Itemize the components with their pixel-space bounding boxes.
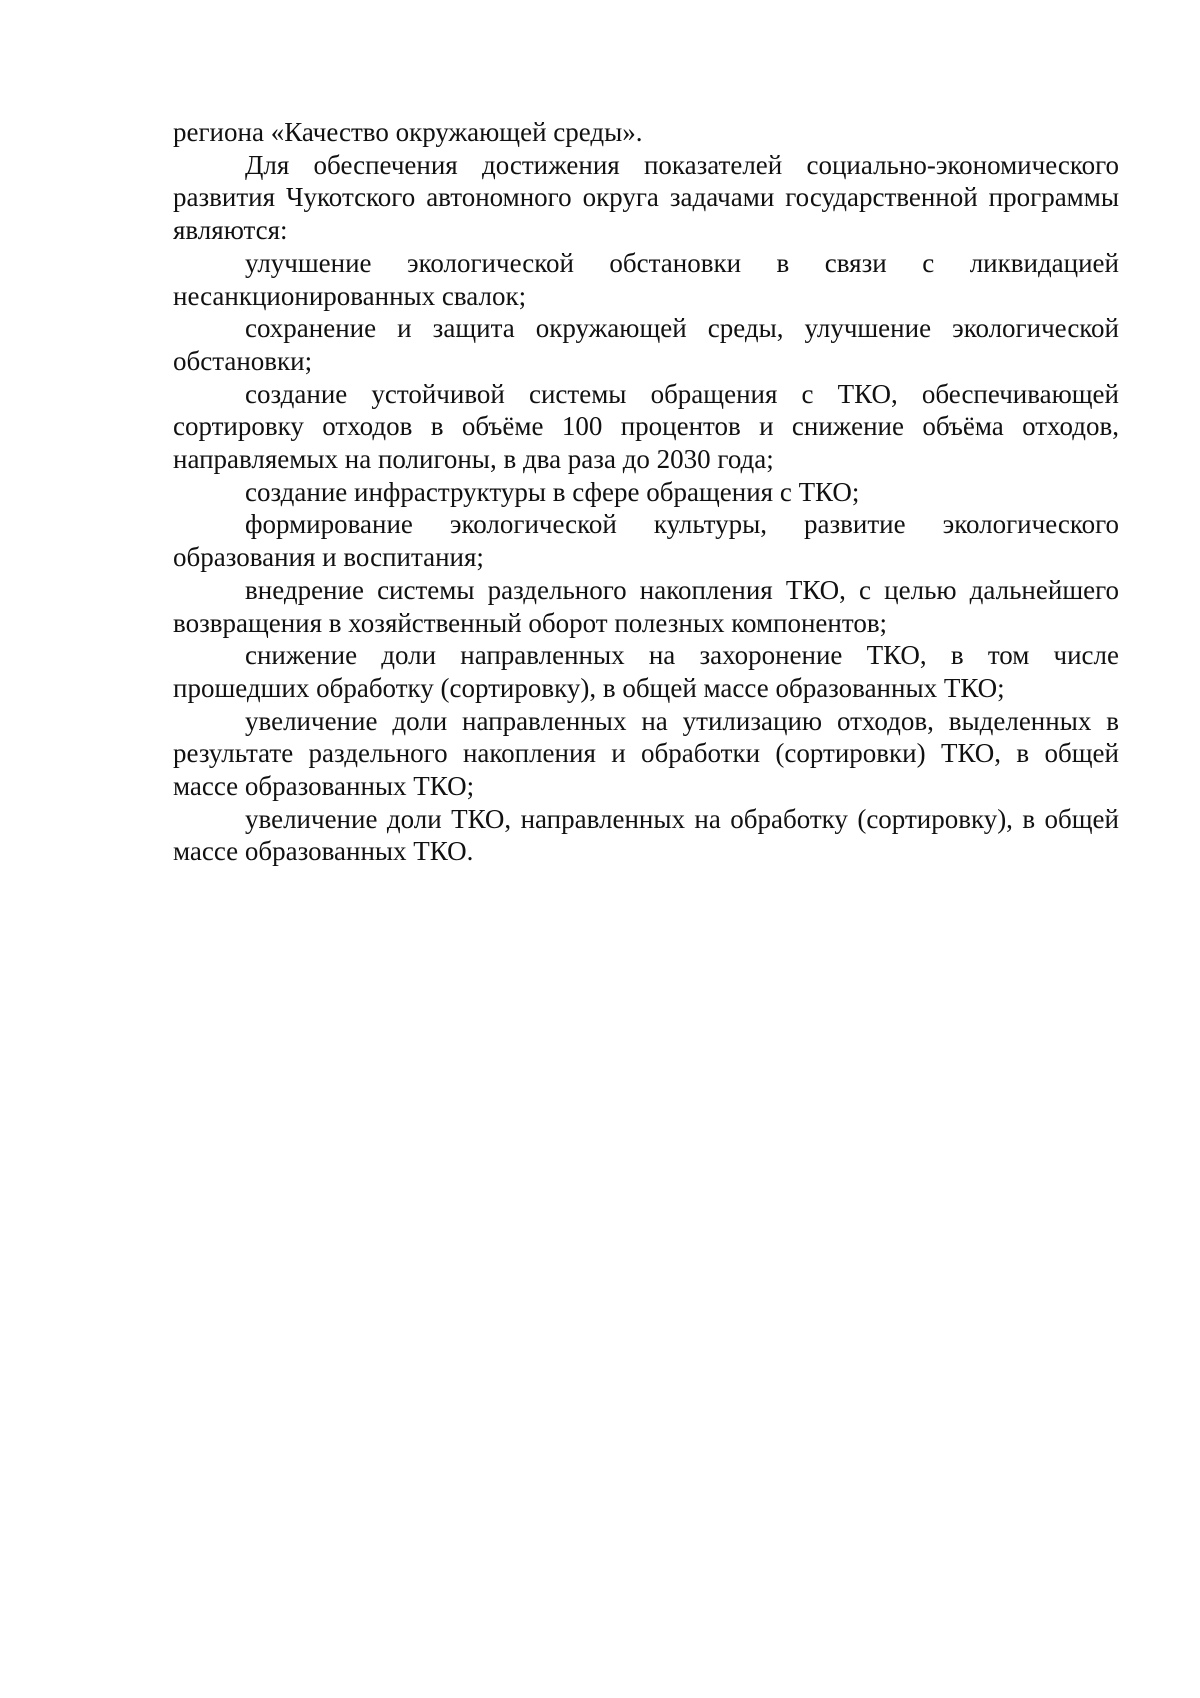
task-item: улучшение экологической обстановки в связи с ликвидацией несанкционированных свалок; — [173, 247, 1119, 311]
task-item: сохранение и защита окружающей среды, улучшение экологической обстановки; — [173, 313, 1119, 376]
task-item: внедрение системы раздельного накопления ТКО, с целью дальнейшего возвращения в хозяйственный оборот полезных компонентов; — [173, 574, 1119, 638]
task-item: увеличение доли направленных на утилизацию отходов, выделенных в результате раздельного накопления и обработки (сортировки) ТКО, в общей массе образованных ТКО; — [173, 705, 1119, 802]
task-item: увеличение доли ТКО, направленных на обработку (сортировку), в общей массе образованных ТКО. — [173, 803, 1119, 867]
task-item: снижение доли направленных на захоронение ТКО, в том числе прошедших обработку (сортировку), в общей массе образованных ТКО; — [173, 640, 1119, 703]
task-item: создание инфраструктуры в сфере обращения с ТКО; — [245, 476, 860, 507]
paragraph-continuation: региона «Качество окружающей среды». — [173, 117, 643, 147]
document-body — [173, 116, 1119, 868]
task-item: создание устойчивой системы обращения с ТКО, обеспечивающей сортировку отходов в объёме 100 процентов и снижение объёма отходов, направляемых на полигоны, в два раза до 2030 года; — [173, 378, 1119, 475]
task-item: формирование экологической культуры, развитие экологического образования и воспитания; — [173, 509, 1119, 573]
paragraph-intro: Для обеспечения достижения показателей социально-экономического развития Чукотского автономного округа задачами государственной программы являются: — [173, 149, 1119, 246]
